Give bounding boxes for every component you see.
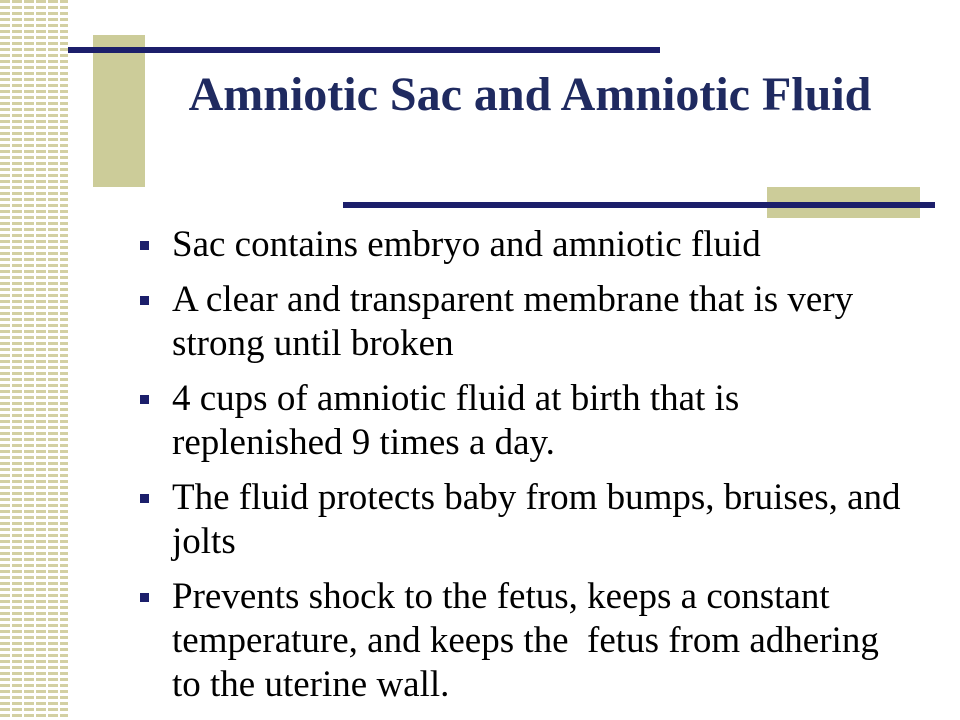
bullet-line: replenished 9 times a day. — [172, 422, 555, 463]
bullet-item — [172, 223, 932, 267]
bullet-item — [172, 575, 932, 707]
bullet-line: Prevents shock to the fetus, keeps a constant — [172, 576, 830, 617]
decorative-navy-rule-middle — [343, 202, 935, 208]
square-bullet-icon — [140, 494, 149, 503]
bullet-line: to the uterine wall. — [172, 664, 450, 705]
square-bullet-icon — [140, 395, 149, 404]
bullet-item — [172, 476, 932, 564]
square-bullet-icon — [140, 241, 149, 250]
slide-title: Amniotic Sac and Amniotic Fluid — [188, 68, 872, 121]
bullet-line: A clear and transparent membrane that is very — [172, 279, 854, 320]
bullet-item — [172, 377, 932, 465]
square-bullet-icon — [140, 296, 149, 305]
bullet-line: The fluid protects baby from bumps, bruises, and — [172, 477, 901, 518]
bullet-line: 4 cups of amniotic fluid at birth that is — [172, 378, 740, 419]
bullet-item — [172, 278, 932, 366]
square-bullet-icon — [140, 593, 149, 602]
bullet-line: strong until broken — [172, 323, 454, 364]
bullet-line: temperature, and keeps the fetus from adhering — [172, 620, 879, 661]
decorative-tan-block-top — [93, 35, 145, 187]
decorative-navy-rule-top — [68, 47, 660, 53]
decorative-stripe-band — [0, 0, 68, 720]
bullet-line: jolts — [172, 521, 236, 562]
bullet-list — [172, 223, 932, 718]
bullet-line: Sac contains embryo and amniotic fluid — [172, 224, 761, 265]
